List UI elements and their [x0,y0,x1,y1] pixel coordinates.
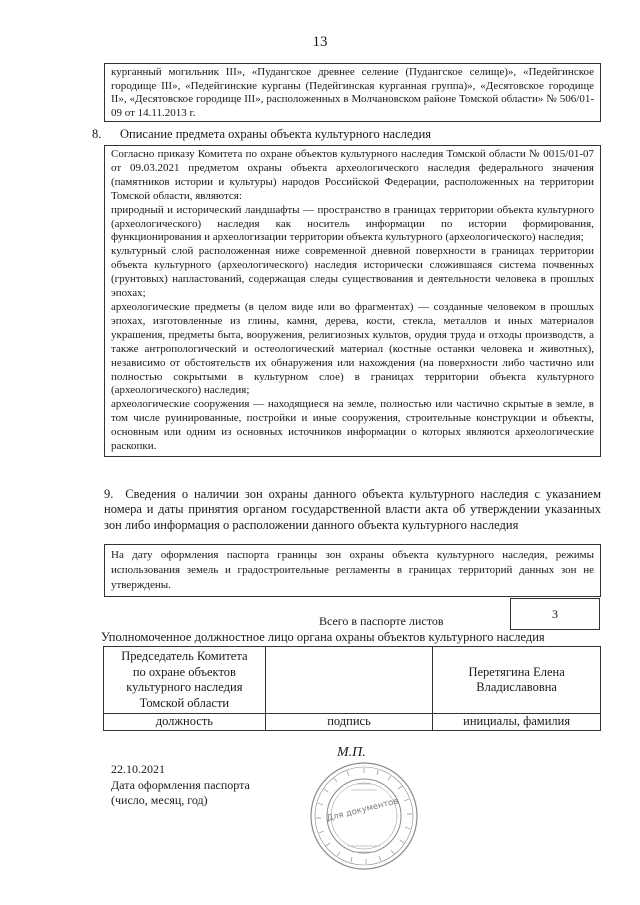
passport-date: 22.10.2021 [111,762,165,776]
signature-field [265,647,432,714]
seal-place-label: М.П. [337,745,366,760]
section-9-heading [104,487,601,533]
passport-date-format: (число, месяц, год) [111,793,208,807]
archaeological-items-paragraph: археологические предметы (в целом виде или во фрагментах) — созданные человеком в прошлых эпохах, изготовленные из глины, камня, дерева, кости, стекла, металлов и иных материалов украшения, предметы быта, вооружения, религиозных культов, орудия труда и отходы производств, а также антропологический и остеологический материал (костные останки человека и животных), независимо от обстоятельств их обнаружения или нахождения (на поверхности либо частично или полностью сокрытыми в культурном слое) в границах территории объекта культурного (археологического) наследия; [111,300,594,397]
passport-date-block [111,762,250,809]
protection-intro-paragraph: Согласно приказу Комитета по охране объектов культурного наследия Томской области № 0015/01-07 от 09.03.2021 предметом охраны объекта археологического наследия федерального значения (памятников истории и культуры) народов Российской Федерации, расположенных на территории Томской области, являются: [111,148,594,202]
signature-table [103,646,601,731]
archaeological-structures-paragraph: археологические сооружения — находящиеся на земле, полностью или частично скрытые в земле, в том числе руинированные, постройки и иные сооружения, строительные конструкции и объекты, основным или одним из основных источников информации о которых являются археологические раскопки. [111,398,594,453]
official-name: Перетягина Елена Владиславовна [433,647,601,714]
landscape-paragraph: природный и исторический ландшафты — пространство в границах территории объекта культурного (археологического) наследия как носитель информации по истории формирования, функционирования и археологизации территории объекта культурного (археологического) наследия; [111,203,594,244]
sheets-count-value: 3 [510,598,600,630]
protection-zones-box [104,544,601,597]
sheets-count-label: Всего в паспорте листов [319,614,444,628]
protection-subject-box [104,145,601,457]
section-9-number: 9. [104,487,114,501]
cultural-layer-paragraph: культурный слой расположенная ниже современной дневной поверхности в границах территории объекта культурного (археологического) наследия исторически сложившаяся система почвенных (грунтовых) напластований, содержащая следы существования и деятельности человека в прошлых эпохах; [111,245,594,300]
stamp-text: Для документов [325,796,400,824]
passport-date-label: Дата оформления паспорта [111,777,250,792]
position-caption: должность [104,714,266,731]
authorized-official-heading: Уполномоченное должностное лицо органа охраны объектов культурного наследия [101,630,545,644]
signature-caption: подпись [265,714,432,731]
name-caption: инициалы, фамилия [433,714,601,731]
continuation-text: курганный могильник III», «Пудангское древнее селение (Пудангское селище)», «Педейгинское городище III», «Педейгинские курганы (Педейгинская курганная группа)», «Десятовское городище II», «Десятовское городище III», расположенных в Молчановском районе Томской области» № 506/01-09 от 14.11.2013 г. [111,66,594,119]
section-8-title: Описание предмета охраны объекта культурного наследия [120,127,432,141]
protection-zones-text: На дату оформления паспорта границы зон охраны объекта культурного наследия, режимы использования земель и градостроительные регламенты в границах территорий данных зон не утверждены. [111,549,594,591]
section-8-heading [92,127,592,142]
previous-section-continuation-box [104,63,601,122]
section-9-title: Сведения о наличии зон охраны данного объекта культурного наследия с указанием номера и даты принятия органом государственной власти акта об утверждении указанных зон либо информация о расположении данного объекта культурного наследия [104,487,602,532]
official-stamp-seal [308,760,420,872]
official-position: Председатель Комитета по охране объектов культурного наследия Томской области [104,647,266,714]
section-8-number: 8. [92,127,102,141]
page-number: 13 [312,34,328,50]
